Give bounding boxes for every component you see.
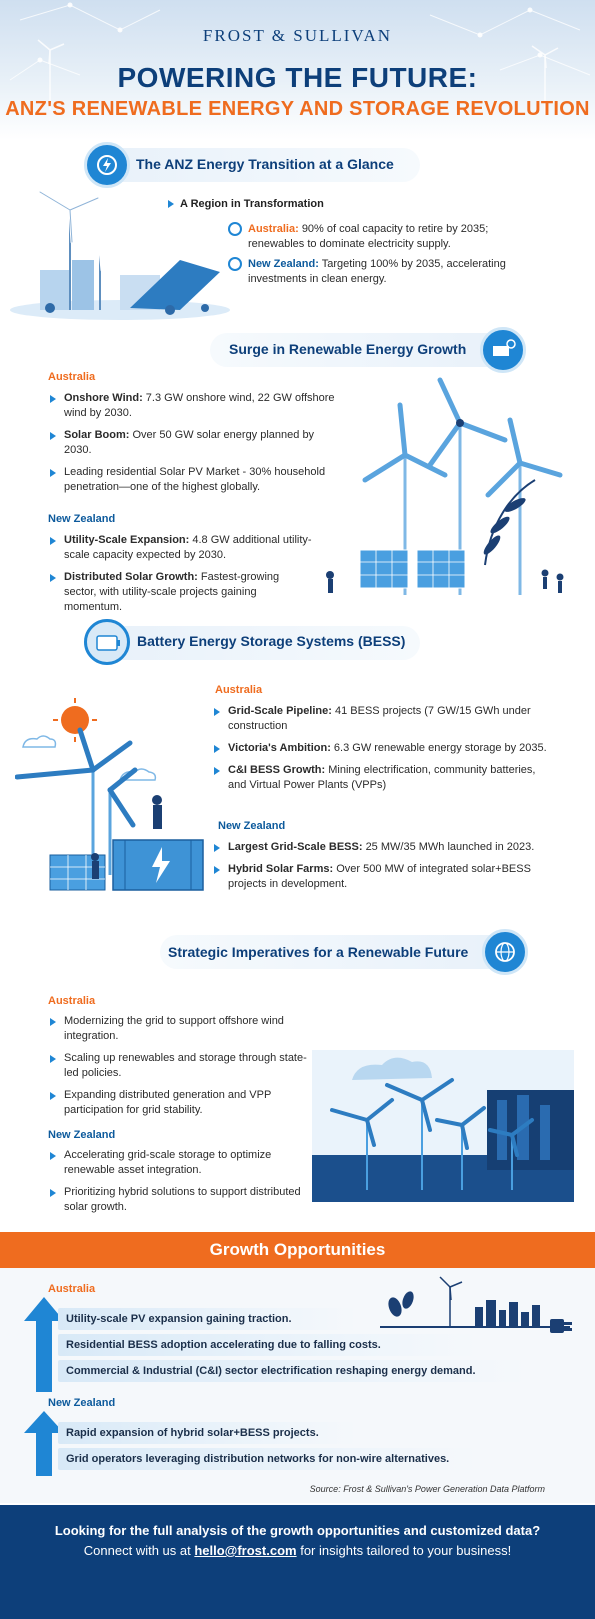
growth-au-item-2: Residential BESS adoption accelerating due to falling costs. — [58, 1334, 478, 1356]
footer-line-1: Looking for the full analysis of the growth opportunities and customized data? — [54, 1523, 541, 1538]
list-item: Victoria's Ambition: 6.3 GW renewable energy storage by 2035. — [212, 741, 552, 756]
list-item: Accelerating grid-scale storage to optimize renewable asset integration. — [48, 1148, 308, 1178]
bess-nz-list — [212, 840, 552, 899]
growth-title: Growth Opportunities — [209, 1240, 386, 1259]
surge-australia-label: Australia — [48, 371, 96, 383]
source-note: Source: Frost & Sullivan's Power Generation Data Platform — [309, 1484, 545, 1494]
battery-icon — [84, 619, 130, 665]
main-subtitle: ANZ'S RENEWABLE ENERGY AND STORAGE REVOLUTION — [5, 98, 590, 120]
surge-title: Surge in Renewable Energy Growth — [229, 341, 467, 357]
growth-au-item-3: Commercial & Industrial (C&I) sector electrification reshaping energy demand. — [58, 1360, 528, 1382]
growth-nz-item-1: Rapid expansion of hybrid solar+BESS projects. — [58, 1422, 358, 1444]
strategic-nz-list — [48, 1148, 308, 1222]
offshore-wind-illustration — [312, 1050, 574, 1202]
list-item: Hybrid Solar Farms: Over 500 MW of integrated solar+BESS projects in development. — [212, 862, 552, 892]
email-link[interactable]: hello@frost.com — [194, 1543, 297, 1558]
list-item: Prioritizing hybrid solutions to support distributed solar growth. — [48, 1185, 308, 1215]
solar-panel-icon — [480, 327, 526, 373]
transition-item-australia: Australia: 90% of coal capacity to retire by 2035; renewables to dominate electricity supply. — [228, 222, 528, 252]
bess-australia-label: Australia — [215, 684, 263, 696]
growth-australia-label: Australia — [48, 1283, 96, 1295]
growth-nz-item-2: Grid operators leveraging distribution networks for non-wire alternatives. — [58, 1448, 478, 1470]
footer-cta — [0, 1505, 595, 1619]
surge-australia-list — [48, 391, 338, 502]
list-item: C&I BESS Growth: Mining electrification, community batteries, and Virtual Power Plants (VPPs) — [212, 763, 552, 793]
header-banner — [0, 0, 595, 140]
brand-logo: FROST & SULLIVAN — [202, 26, 393, 45]
strategic-australia-list — [48, 1014, 308, 1125]
strategic-australia-label: Australia — [48, 995, 96, 1007]
bess-illustration — [15, 695, 215, 900]
list-item: Leading residential Solar PV Market - 30% household penetration—one of the highest globally. — [48, 465, 338, 495]
list-item: Modernizing the grid to support offshore wind integration. — [48, 1014, 308, 1044]
wind-solar-illustration — [320, 375, 570, 600]
bess-nz-label: New Zealand — [218, 820, 286, 832]
surge-nz-list — [48, 533, 313, 622]
list-item: Expanding distributed generation and VPP participation for grid stability. — [48, 1088, 308, 1118]
list-item: Utility-Scale Expansion: 4.8 GW additional utility-scale capacity expected by 2030. — [48, 533, 313, 563]
list-item: Largest Grid-Scale BESS: 25 MW/35 MWh launched in 2023. — [212, 840, 552, 855]
growth-nz-label: New Zealand — [48, 1397, 116, 1409]
footer-line-2: Connect with us at hello@frost.com for insights tailored to your business! — [83, 1543, 512, 1558]
bess-title: Battery Energy Storage Systems (BESS) — [137, 633, 406, 649]
transition-title: The ANZ Energy Transition at a Glance — [136, 156, 394, 172]
list-item: Grid-Scale Pipeline: 41 BESS projects (7 GW/15 GWh under construction — [212, 704, 552, 734]
list-item: Onshore Wind: 7.3 GW onshore wind, 22 GW offshore wind by 2030. — [48, 391, 338, 421]
list-item: Distributed Solar Growth: Fastest-growing sector, with utility-scale projects gaining momentum. — [48, 570, 313, 615]
list-item: Solar Boom: Over 50 GW solar energy planned by 2030. — [48, 428, 338, 458]
growth-au-item-1: Utility-scale PV expansion gaining traction. — [58, 1308, 358, 1330]
list-item: Scaling up renewables and storage through state-led policies. — [48, 1051, 308, 1081]
leaf-drop-icon — [228, 257, 242, 271]
bess-australia-list — [212, 704, 552, 800]
transition-subheading: A Region in Transformation — [168, 198, 324, 210]
strategic-title: Strategic Imperatives for a Renewable Future — [168, 944, 469, 960]
main-title: POWERING THE FUTURE: — [117, 62, 478, 93]
globe-icon — [482, 929, 528, 975]
transition-item-nz: New Zealand: Targeting 100% by 2035, accelerating investments in clean energy. — [228, 257, 528, 287]
skyline-plug-illustration — [380, 1272, 575, 1337]
arrow-icon — [168, 200, 174, 208]
leaf-drop-icon — [228, 222, 242, 236]
surge-nz-label: New Zealand — [48, 513, 116, 525]
strategic-nz-label: New Zealand — [48, 1129, 116, 1141]
